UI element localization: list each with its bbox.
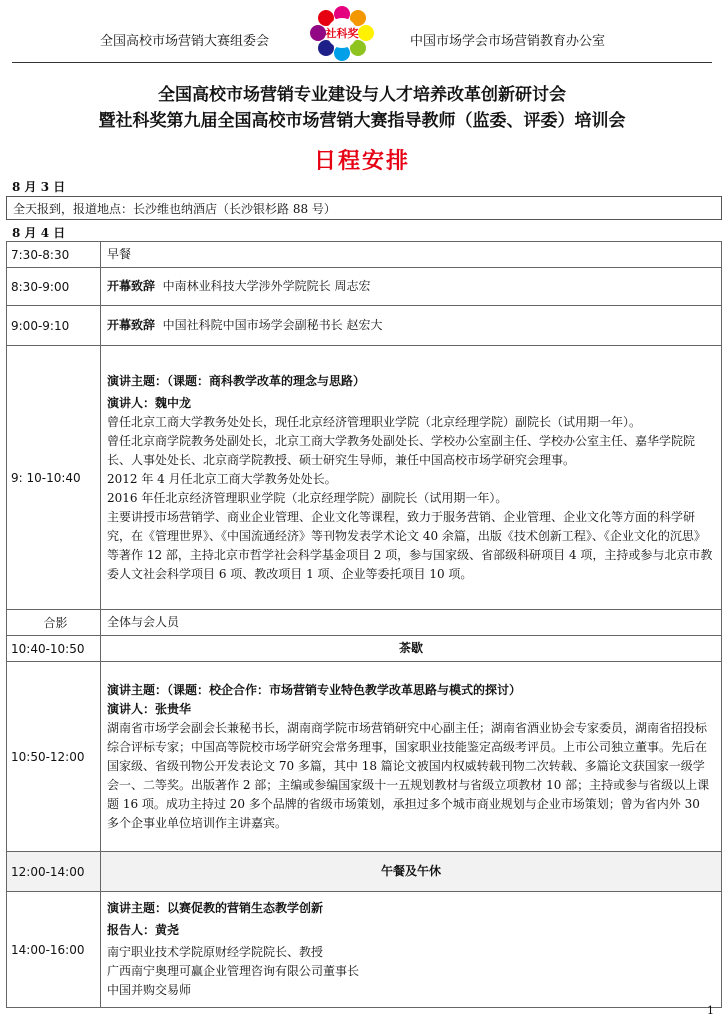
row-content [101,892,722,1008]
table-row [7,268,722,306]
speaker-bio: 主要讲授市场营销学、商业企业管理、企业文化等课程，致力于服务营销、企业管理、企业文化等方面的科学研究，在《管理世界》、《中国流通经济》等刊物发表学术论文 40 余篇，出版《技术创新工程》、《企业文化的沉思》等著作 12 部，主持北京市哲学社会科学基金项目 2 项，参与国家级、省部级科研项目 4 项，主持或参与北京市教委人文社会科学项目 6 项、教改项目 1 项、企业等委托项目 10 项。 [107,509,713,581]
speaker-title: 广西南宁奥理可赢企业管理咨询有限公司董事长 [107,964,360,978]
talk-topic: 演讲主题：（课题：校企合作：市场营销专业特色教学改革思路与模式的探讨） [107,682,522,697]
row-time: 合影 [7,610,101,636]
speaker-bio: 曾任北京工商大学教务处处长，现任北京经济管理职业学院（北京经理学院）副院长（试用期一年）。 [107,414,642,429]
table-row [7,662,722,852]
row-time: 8:30-9:00 [7,268,101,306]
sheke-award-logo [296,6,388,62]
row-content [101,346,722,610]
talk-speaker: 报告人：黄尧 [107,923,180,937]
row-content: 全体与会人员 [101,610,722,636]
table-row [7,306,722,346]
talk-speaker: 演讲人：张贵华 [107,701,192,716]
talk-speaker: 演讲人：魏中龙 [107,395,192,410]
table-row [7,610,722,636]
organizer-right: 中国市场学会市场营销教育办公室 [410,34,606,49]
speaker-bio: 2012 年 4 月任北京工商大学教务处处长。 [107,471,337,486]
day2-date: 8 月 4 日 [12,226,66,240]
row-content [101,268,722,306]
speaker-bio: 湖南省市场学会副会长兼秘书长，湖南商学院市场营销研究中心副主任；湖南省酒业协会专家委员，湖南省招投标综合评标专家；中国高等院校市场学研究会常务理事，国家职业技能鉴定高级考评员。上市公司独立董事。先后在国家级、省级刊物公开发表论文 70 多篇，其中 18 篇论文被国内权威转载刊物二次转载、多篇论文获国家一级学会一、二等奖。出版著作 2 部；主编或参编国家级十一五规划教材与省级立项教材 10 部；主持或参与省级以上课题 16 项。成功主持过 20 多个品牌的省级市场策划，承担过多个城市商业规划与企业市场策划；曾为省内外 30 多个企事业单位培训作主讲嘉宾。 [107,720,710,830]
speaker-bio: 2016 年任北京经济管理职业学院（北京经理学院）副院长（试用期一年）。 [107,490,508,505]
talk-topic: 演讲主题：（课题：商科教学改革的理念与思路） [107,373,366,388]
document-title [0,82,724,134]
row-content: 午餐及午休 [101,852,722,892]
opening-label: 开幕致辞 [107,279,156,293]
row-content [101,662,722,852]
talk-topic: 演讲主题：以赛促教的营销生态教学创新 [107,901,324,915]
title-line-1: 全国高校市场营销专业建设与人才培养改革创新研讨会 [158,85,566,105]
row-content [101,306,722,346]
row-time: 9:00-9:10 [7,306,101,346]
title-line-2: 暨社科奖第九届全国高校市场营销大赛指导教师（监委、评委）培训会 [98,111,626,131]
row-time: 12:00-14:00 [7,852,101,892]
row-content: 茶歇 [101,636,722,662]
speaker-title: 南宁职业技术学院原财经学院院长、教授 [107,945,324,959]
row-time: 7:30-8:30 [7,242,101,268]
row-time: 10:40-10:50 [7,636,101,662]
logo-text: 社科奖 [325,27,359,40]
day1-date: 8 月 3 日 [12,180,66,194]
page-number: 1 [707,1004,714,1017]
row-content: 早餐 [101,242,722,268]
page-header [0,6,724,66]
speaker-bio: 曾任北京商学院教务处副处长，北京工商大学教务处副处长、学校办公室副主任、学校办公室主任、嘉华学院院长、人事处处长、北京商学院教授、硕士研究生导师，兼任中国高校市场学研究会理事。 [107,433,696,467]
table-row [7,636,722,662]
organizer-left: 全国高校市场营销大赛组委会 [100,34,270,49]
schedule-heading: 日程安排 [313,148,410,174]
table-row [7,242,722,268]
schedule-table [6,241,722,1008]
table-row [7,892,722,1008]
speaker-title: 中国并购交易师 [107,983,192,997]
header-divider [12,62,712,63]
opening-speaker: 中南林业科技大学涉外学院院长 周志宏 [162,279,371,293]
table-row [7,852,722,892]
row-time: 10:50-12:00 [7,662,101,852]
row-time: 14:00-16:00 [7,892,101,1008]
day1-registration-note: 全天报到，报道地点：长沙维也纳酒店（长沙银杉路 88 号） [6,196,722,220]
table-row [7,346,722,610]
row-time: 9: 10-10:40 [7,346,101,610]
opening-speaker: 中国社科院中国市场学会副秘书长 赵宏大 [162,318,383,332]
opening-label: 开幕致辞 [107,318,156,332]
